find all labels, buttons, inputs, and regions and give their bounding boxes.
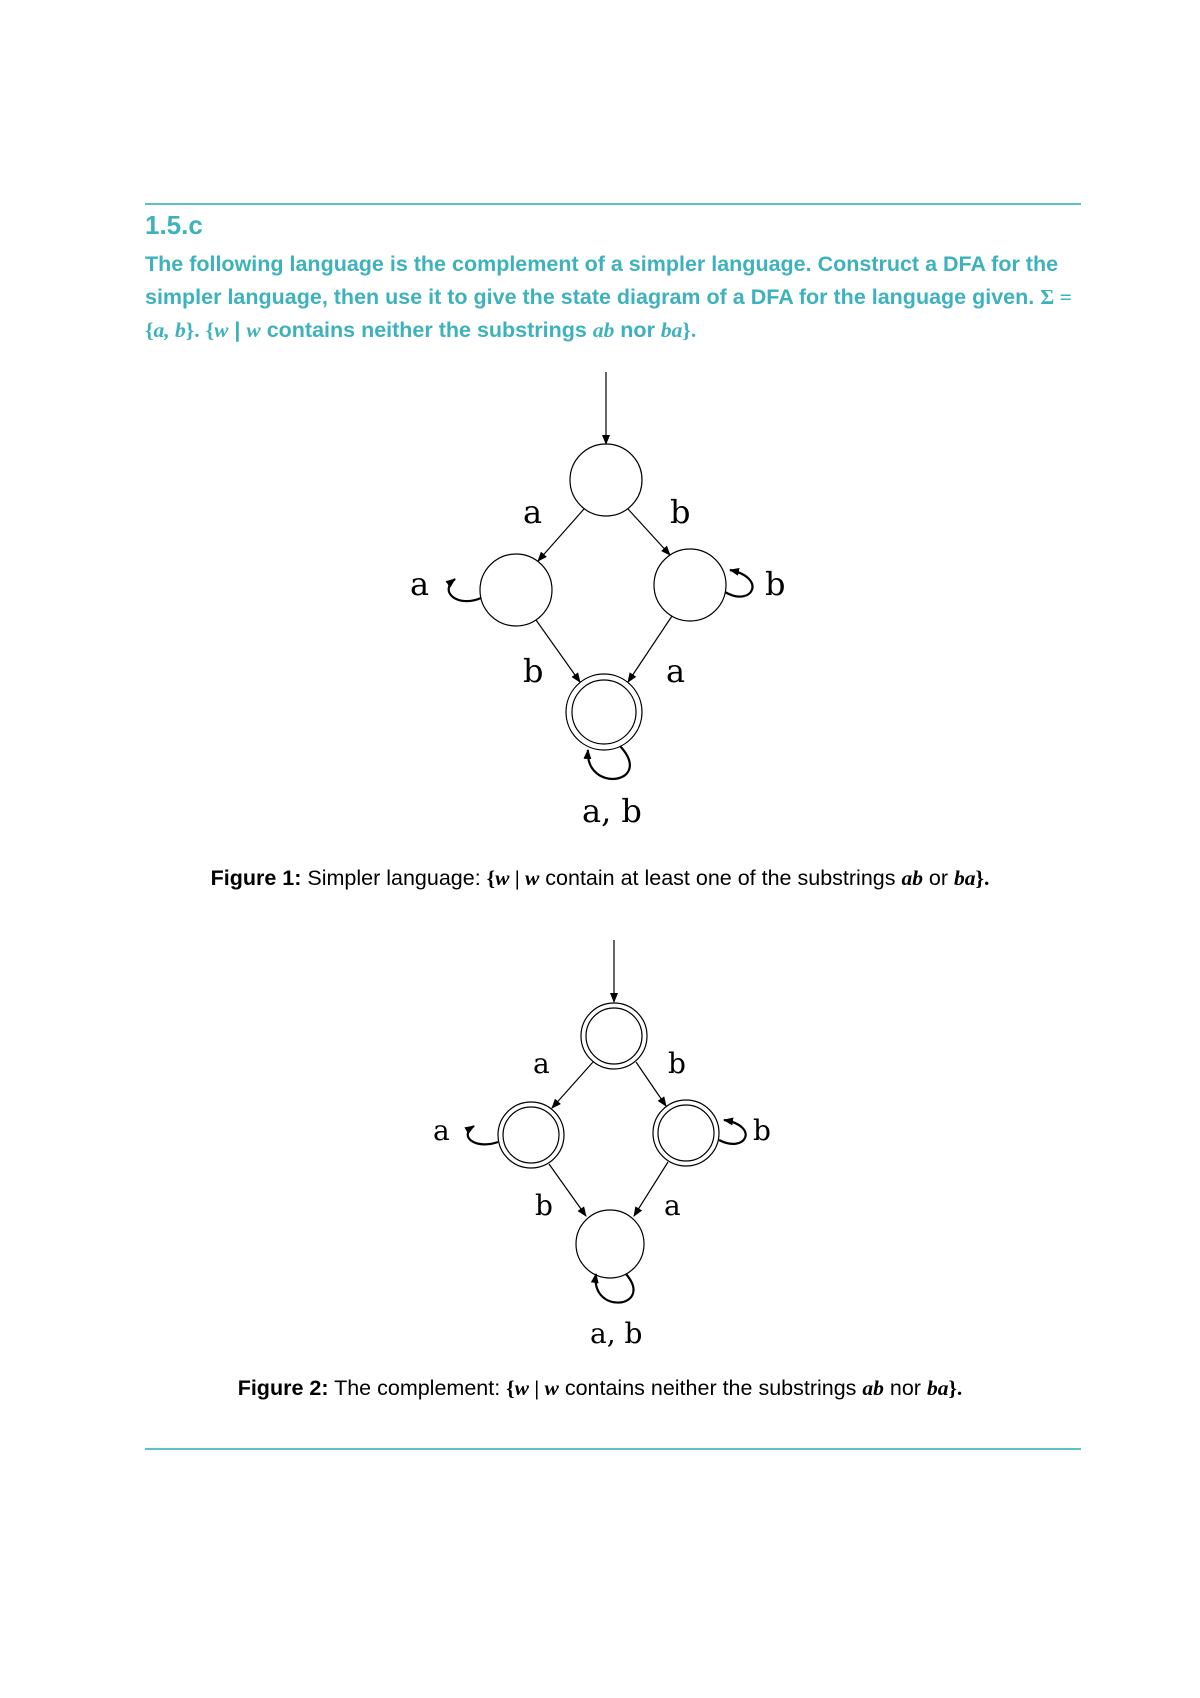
loop-accept-self — [588, 746, 630, 779]
caption-2-nor: nor — [883, 1376, 927, 1400]
edge-start-to-b — [636, 1062, 666, 1106]
sigma-def: Σ = { — [145, 285, 1072, 342]
sigma-set: a, b — [153, 318, 186, 342]
label-loop-a: a — [433, 1114, 450, 1147]
edge-start-to-a — [552, 1062, 593, 1108]
lang-open: { — [205, 318, 215, 342]
top-divider — [145, 203, 1081, 205]
caption-1-w1: w — [495, 866, 510, 890]
lang-mid: contains neither the substrings — [260, 318, 593, 342]
caption-1-bar: | — [509, 866, 525, 890]
figure-1-caption — [0, 866, 1200, 891]
sigma-close: }. — [185, 318, 200, 342]
caption-2-mid: contains neither the substrings — [558, 1376, 863, 1400]
label-start-a: a — [533, 1047, 550, 1080]
edge-start-to-b — [628, 509, 670, 555]
state-after-b — [653, 1100, 719, 1166]
caption-1-open: { — [486, 866, 496, 890]
caption-2-lead: Figure 2: — [237, 1376, 329, 1400]
state-start — [581, 1003, 647, 1069]
label-loop-dead: a, b — [590, 1317, 643, 1350]
lang-bar: | — [228, 318, 247, 342]
label-a-to-accept: b — [523, 652, 544, 690]
caption-2-close: }. — [948, 1376, 963, 1400]
lang-ab: ab — [592, 318, 615, 342]
label-start-b: b — [668, 1047, 686, 1080]
lang-ba: ba — [660, 318, 683, 342]
caption-1-ab: ab — [901, 866, 923, 890]
caption-2-ab: ab — [862, 1376, 884, 1400]
caption-1-close: }. — [975, 866, 990, 890]
bottom-divider — [145, 1448, 1081, 1450]
edge-b-to-dead — [634, 1162, 668, 1216]
caption-1-ba: ba — [954, 866, 976, 890]
state-accept — [566, 674, 642, 750]
caption-1-lead: Figure 1: — [210, 866, 302, 890]
caption-2-w2: w — [544, 1376, 559, 1400]
caption-2-open: { — [506, 1376, 515, 1400]
label-a-to-dead: b — [535, 1189, 553, 1222]
loop-a-self — [449, 579, 481, 601]
label-loop-a: a — [410, 565, 430, 603]
lang-w2: w — [246, 318, 261, 342]
edge-start-to-a — [538, 509, 584, 561]
label-start-b: b — [670, 493, 691, 531]
caption-2-bar: | — [529, 1376, 545, 1400]
caption-1-or: or — [922, 866, 955, 890]
state-after-b — [654, 549, 726, 621]
problem-text: The following language is the complement of a simpler language. Construct a DFA for the simpler language, then use it to give the state diagram of a DFA for the language given. — [145, 252, 1059, 309]
label-loop-b: b — [765, 565, 786, 603]
loop-b-self — [719, 1120, 746, 1144]
state-after-a — [480, 554, 552, 626]
label-loop-b: b — [753, 1114, 771, 1147]
caption-2-text: The complement: — [328, 1376, 507, 1400]
edge-a-to-dead — [549, 1164, 586, 1216]
caption-1-text: Simpler language: — [301, 866, 487, 890]
state-dead — [576, 1210, 644, 1278]
label-b-to-accept: a — [666, 652, 686, 690]
figure-2-dfa — [0, 930, 1200, 1350]
state-after-a — [498, 1102, 564, 1168]
loop-b-self — [725, 570, 752, 597]
problem-number: 1.5.c — [145, 210, 203, 240]
problem-statement — [145, 248, 1085, 347]
loop-a-self — [468, 1126, 498, 1144]
lang-nor: nor — [614, 318, 661, 342]
lang-close: }. — [682, 318, 697, 342]
state-start — [570, 444, 642, 516]
label-b-to-dead: a — [664, 1189, 681, 1222]
label-loop-accept: a, b — [582, 792, 642, 830]
lang-w1: w — [214, 318, 229, 342]
caption-2-ba: ba — [926, 1376, 949, 1400]
caption-1-mid: contain at least one of the substrings — [539, 866, 902, 890]
caption-2-w1: w — [514, 1376, 529, 1400]
caption-1-w2: w — [524, 866, 540, 890]
figure-1-dfa — [0, 360, 1200, 840]
figure-2-caption — [0, 1376, 1200, 1401]
label-start-a: a — [523, 493, 543, 531]
